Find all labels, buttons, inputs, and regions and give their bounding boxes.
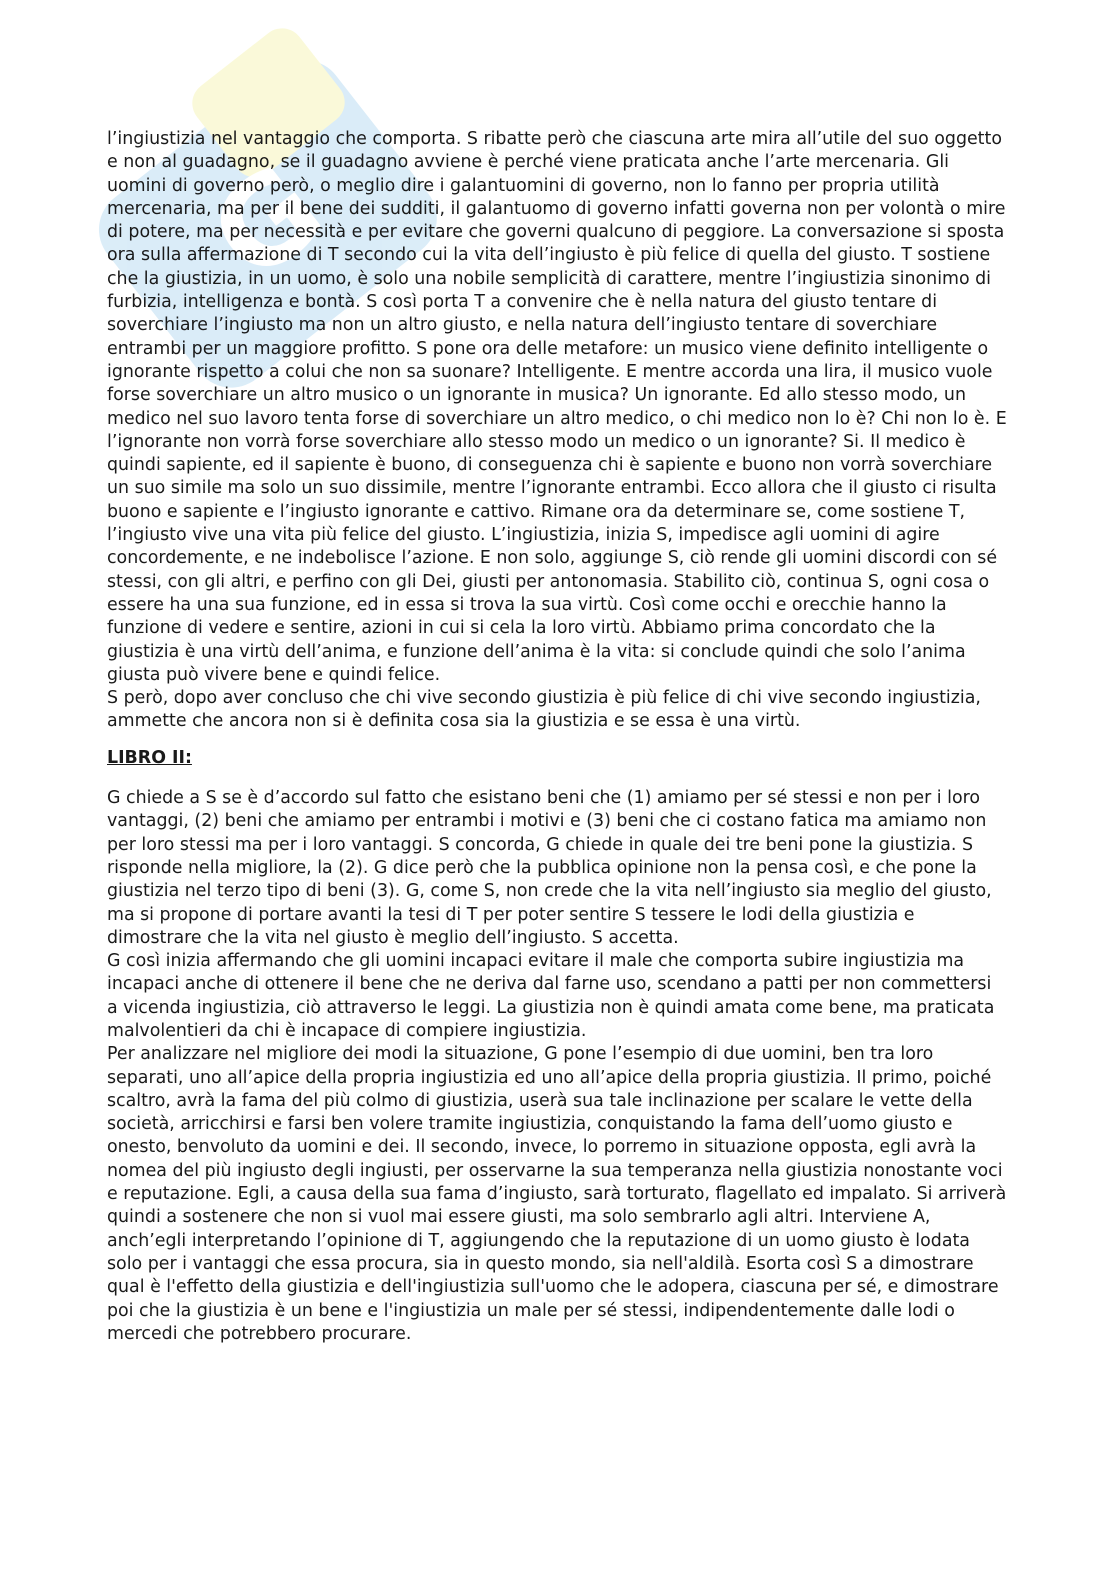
paragraph: l’ingiustizia nel vantaggio che comporta. S ribatte però che ciascuna arte mira all’utile del suo oggetto e non al guadagno, se il guadagno avviene è perché viene praticata anche l’arte mercenaria. Gli uomini di governo però, o meglio dire i galantuomini di governo, non lo fanno per propria utilità mercenaria, ma per il bene dei sudditi, il galantuomo di governo infatti governa non per volontà o mire di potere, ma per necessità e per evitare che governi qualcuno di peggiore. La conversazione si sposta ora sulla affermazione di T secondo cui la vita dell’ingiusto è più felice di quella del giusto. T sostiene che la giustizia, in un uomo, è solo una nobile semplicità di carattere, mentre l’ingiustizia sinonimo di furbizia, intelligenza e bontà. S così porta T a convenire che è nella natura del giusto tentare di soverchiare l’ingiusto ma non un altro giusto, e nella natura dell’ingiusto tentare di soverchiare entrambi per un maggiore profitto. S pone ora delle metafore: un musico viene definito intelligente o ignorante rispetto a colui che non sa suonare? Intelligente. E mentre accorda una lira, il musico vuole forse soverchiare un altro musico o un ignorante in musica? Un ignorante. Ed allo stesso modo, un medico nel suo lavoro tenta forse di soverchiare un altro medico, o chi medico non lo è? Chi non lo è. E l’ignorante non vorrà forse soverchiare allo stesso modo un medico o un ignorante? Si. Il medico è quindi sapiente, ed il sapiente è buono, di conseguenza chi è sapiente e buono non vorrà soverchiare un suo simile ma solo un suo dissimile, mentre l’ignorante entrambi. Ecco allora che il giusto ci risulta buono e sapiente e l’ingiusto ignorante e cattivo. Rimane ora da determinare se, come sostiene T, l’ingiusto vive una vita più felice del giusto. L’ingiustizia, inizia S, impedisce agli uomini di agire concordemente, e ne indebolisce l’azione. E non solo, aggiunge S, ciò rende gli uomini discordi con sé stessi, con gli altri, e perfino con gli Dei, giusti per antonomasia. Stabilito ciò, continua S, ogni cosa o essere ha una sua funzione, ed in essa si trova la sua virtù. Così come occhi e orecchie hanno la funzione di vedere e sentire, azioni in cui si cela la loro virtù. Abbiamo prima concordato che la giustizia è una virtù dell’anima, e funzione dell’anima è la vita: si conclude quindi che solo l’anima giusta può vivere bene e quindi felice. <box>107 129 1007 685</box>
document-page <box>107 128 1007 1346</box>
paragraph: G chiede a S se è d’accordo sul fatto che esistano beni che (1) amiamo per sé stessi e non per i loro vantaggi, (2) beni che amiamo per entrambi i motivi e (3) beni che ci costano fatica ma amiamo non per loro stessi ma per i loro vantaggi. S concorda, G chiede in quale dei tre beni pone la giustizia. S risponde nella migliore, la (2). G dice però che la pubblica opinione non la pensa così, e che pone la giustizia nel terzo tipo di beni (3). G, come S, non crede che la vita nell’ingiusto sia meglio del giusto, ma si propone di portare avanti la tesi di T per poter sentire S tessere le lodi della giustizia e dimostrare che la vita nel giusto è meglio dell’ingiusto. S accetta. <box>107 788 992 948</box>
paragraph: G così inizia affermando che gli uomini incapaci evitare il male che comporta subire ingiustizia ma incapaci anche di ottenere il bene che ne deriva dal farne uso, scendano a patti per non commettersi a vicenda ingiustizia, ciò attraverso le leggi. La giustizia non è quindi amata come bene, ma praticata malvolentieri da chi è incapace di compiere ingiustizia. <box>107 951 995 1041</box>
section-heading: LIBRO II: <box>107 747 192 768</box>
watermark-letter: G <box>185 138 350 309</box>
paragraph: S però, dopo aver concluso che chi vive secondo giustizia è più felice di chi vive secondo ingiustizia, ammette che ancora non si è definita cosa sia la giustizia e se essa è una virtù. <box>107 688 981 732</box>
paragraph: Per analizzare nel migliore dei modi la situazione, G pone l’esempio di due uomini, ben tra loro separati, uno all’apice della propria ingiustizia ed uno all’apice della propria giustizia. Il primo, poiché scaltro, avrà la fama del più colmo di giustizia, userà sua tale inclinazione per scalare le vette della società, arricchirsi e farsi ben volere tramite ingiustizia, conquistando la fama dell’uomo giusto e onesto, benvoluto da uomini e dei. Il secondo, invece, lo porremo in situazione opposta, egli avrà la nomea del più ingiusto degli ingiusti, per osservarne la sua temperanza nella giustizia nonostante voci e reputazione. Egli, a causa della sua fama d’ingiusto, sarà torturato, flagellato ed impalato. Si arriverà quindi a sostenere che non si vuol mai essere giusti, ma solo sembrarlo agli altri. Interviene A, anch’egli interpretando l’opinione di T, aggiungendo che la reputazione di un uomo giusto è lodata solo per i vantaggi che essa procura, sia in questo mondo, sia nell'aldilà. Esorta così S a dimostrare qual è l'effetto della giustizia e dell'ingiustizia sull'uomo che le adopera, ciascuna per sé, e dimostrare poi che la giustizia è un bene e l'ingiustizia un male per sé stessi, indipendentemente dalle lodi o mercedi che potrebbero procurare. <box>107 1044 1007 1344</box>
